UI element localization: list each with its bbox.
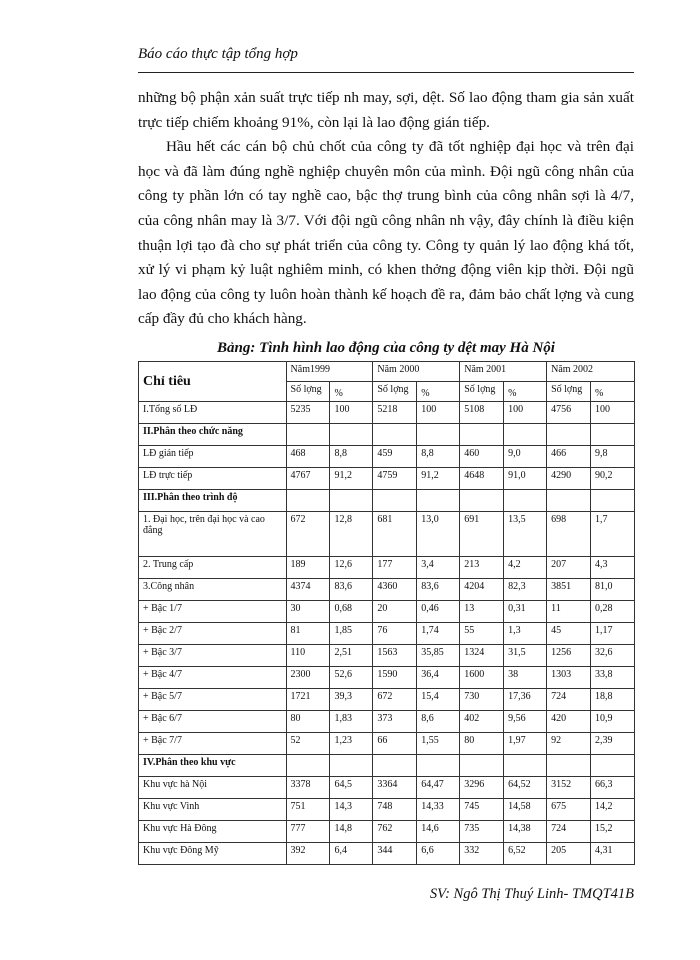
row-label: 1. Đại học, trên đại học và cao đẳng	[139, 512, 287, 557]
count-cell: 672	[286, 512, 330, 557]
row-label: + Bậc 1/7	[139, 601, 287, 623]
count-cell: 4767	[286, 468, 330, 490]
percent-cell: 9,8	[591, 446, 635, 468]
count-cell: 3296	[460, 777, 504, 799]
row-label: LĐ trực tiếp	[139, 468, 287, 490]
row-label: I.Tổng số LĐ	[139, 402, 287, 424]
percent-cell: 1,17	[591, 623, 635, 645]
table-row	[139, 821, 635, 843]
percent-cell: 1,23	[330, 733, 373, 755]
percent-cell	[591, 424, 635, 446]
percent-cell: 6,6	[417, 843, 460, 865]
count-cell: 698	[547, 512, 591, 557]
count-cell	[373, 424, 417, 446]
percent-cell: 100	[417, 402, 460, 424]
percent-cell: 1,83	[330, 711, 373, 733]
paragraph-1: những bộ phận xản suất trực tiếp nh may, sợi, dệt. Số lao động tham gia sản xuất trực tiếp chiếm khoảng 91%, còn lại là lao động gián tiếp.	[138, 89, 634, 131]
row-label: Khu vực Đông Mỹ	[139, 843, 287, 865]
corner-label: Chỉ tiêu	[139, 362, 287, 402]
row-label: + Bậc 3/7	[139, 645, 287, 667]
percent-cell: 2,51	[330, 645, 373, 667]
percent-cell: 1,7	[591, 512, 635, 557]
count-cell	[373, 490, 417, 512]
table-row	[139, 579, 635, 601]
section-label: II.Phân theo chức năng	[139, 424, 287, 446]
table-row	[139, 490, 635, 512]
count-cell: 5108	[460, 402, 504, 424]
percent-cell: 64,5	[330, 777, 373, 799]
year-header: Năm 2002	[547, 362, 635, 382]
percent-cell: 10,9	[591, 711, 635, 733]
count-cell: 735	[460, 821, 504, 843]
subheader-count: Số lợng	[286, 382, 330, 402]
percent-cell: 6,52	[504, 843, 547, 865]
percent-cell: 12,8	[330, 512, 373, 557]
count-cell	[373, 755, 417, 777]
percent-cell	[417, 755, 460, 777]
percent-cell: 91,0	[504, 468, 547, 490]
count-cell: 762	[373, 821, 417, 843]
percent-cell: 66,3	[591, 777, 635, 799]
percent-cell: 1,3	[504, 623, 547, 645]
percent-cell	[417, 490, 460, 512]
percent-cell: 15,2	[591, 821, 635, 843]
table-row	[139, 468, 635, 490]
count-cell: 110	[286, 645, 330, 667]
count-cell: 4759	[373, 468, 417, 490]
table-row	[139, 667, 635, 689]
count-cell: 724	[547, 821, 591, 843]
percent-cell: 90,2	[591, 468, 635, 490]
count-cell: 459	[373, 446, 417, 468]
subheader-percent: %	[504, 382, 547, 402]
count-cell: 213	[460, 557, 504, 579]
percent-cell: 100	[504, 402, 547, 424]
percent-cell: 9,56	[504, 711, 547, 733]
percent-cell: 39,3	[330, 689, 373, 711]
count-cell: 392	[286, 843, 330, 865]
count-cell: 76	[373, 623, 417, 645]
count-cell: 4204	[460, 579, 504, 601]
percent-cell: 18,8	[591, 689, 635, 711]
count-cell: 332	[460, 843, 504, 865]
count-cell	[547, 490, 591, 512]
count-cell: 1324	[460, 645, 504, 667]
percent-cell: 38	[504, 667, 547, 689]
percent-cell: 14,58	[504, 799, 547, 821]
count-cell: 344	[373, 843, 417, 865]
count-cell: 4374	[286, 579, 330, 601]
count-cell: 672	[373, 689, 417, 711]
row-label: Khu vực hà Nội	[139, 777, 287, 799]
labor-table	[138, 361, 635, 865]
table-row	[139, 512, 635, 557]
count-cell: 691	[460, 512, 504, 557]
count-cell: 55	[460, 623, 504, 645]
percent-cell: 1,74	[417, 623, 460, 645]
percent-cell: 8,8	[330, 446, 373, 468]
year-header: Năm1999	[286, 362, 373, 382]
count-cell: 373	[373, 711, 417, 733]
percent-cell: 4,2	[504, 557, 547, 579]
percent-cell: 14,6	[417, 821, 460, 843]
percent-cell: 31,5	[504, 645, 547, 667]
count-cell: 420	[547, 711, 591, 733]
percent-cell	[504, 490, 547, 512]
count-cell: 4360	[373, 579, 417, 601]
count-cell: 1256	[547, 645, 591, 667]
count-cell: 675	[547, 799, 591, 821]
body-text	[138, 86, 634, 332]
count-cell: 80	[286, 711, 330, 733]
percent-cell	[330, 755, 373, 777]
percent-cell	[591, 490, 635, 512]
percent-cell: 14,2	[591, 799, 635, 821]
count-cell: 45	[547, 623, 591, 645]
header-divider	[138, 72, 634, 73]
percent-cell	[504, 424, 547, 446]
percent-cell: 0,68	[330, 601, 373, 623]
percent-cell: 100	[591, 402, 635, 424]
count-cell: 3364	[373, 777, 417, 799]
section-label: III.Phân theo trình độ	[139, 490, 287, 512]
percent-cell: 4,31	[591, 843, 635, 865]
percent-cell: 8,8	[417, 446, 460, 468]
count-cell	[547, 424, 591, 446]
count-cell: 80	[460, 733, 504, 755]
footer-author: SV: Ngô Thị Thuý Linh- TMQT41B	[429, 886, 634, 902]
count-cell	[286, 424, 330, 446]
percent-cell: 1,97	[504, 733, 547, 755]
section-label: IV.Phân theo khu vực	[139, 755, 287, 777]
count-cell	[460, 424, 504, 446]
percent-cell: 14,8	[330, 821, 373, 843]
table-row	[139, 557, 635, 579]
table-row	[139, 689, 635, 711]
table-row	[139, 446, 635, 468]
count-cell: 11	[547, 601, 591, 623]
count-cell: 777	[286, 821, 330, 843]
percent-cell: 2,39	[591, 733, 635, 755]
count-cell: 3152	[547, 777, 591, 799]
percent-cell: 0,31	[504, 601, 547, 623]
table-row	[139, 424, 635, 446]
subheader-percent: %	[417, 382, 460, 402]
count-cell: 81	[286, 623, 330, 645]
count-cell: 5218	[373, 402, 417, 424]
count-cell: 730	[460, 689, 504, 711]
table-title: Bảng: Tình hình lao động của công ty dệt may Hà Nội	[217, 340, 555, 356]
percent-cell: 52,6	[330, 667, 373, 689]
percent-cell: 14,33	[417, 799, 460, 821]
percent-cell: 13,0	[417, 512, 460, 557]
percent-cell: 83,6	[417, 579, 460, 601]
row-label: Khu vực Vinh	[139, 799, 287, 821]
table-row	[139, 402, 635, 424]
percent-cell: 13,5	[504, 512, 547, 557]
percent-cell: 91,2	[330, 468, 373, 490]
row-label: 2. Trung cấp	[139, 557, 287, 579]
percent-cell: 14,38	[504, 821, 547, 843]
percent-cell: 8,6	[417, 711, 460, 733]
count-cell: 4290	[547, 468, 591, 490]
count-cell	[286, 490, 330, 512]
percent-cell: 91,2	[417, 468, 460, 490]
percent-cell: 100	[330, 402, 373, 424]
percent-cell: 14,3	[330, 799, 373, 821]
percent-cell: 0,46	[417, 601, 460, 623]
count-cell: 1721	[286, 689, 330, 711]
percent-cell: 0,28	[591, 601, 635, 623]
table-row	[139, 799, 635, 821]
percent-cell: 82,3	[504, 579, 547, 601]
percent-cell: 36,4	[417, 667, 460, 689]
table-row	[139, 755, 635, 777]
percent-cell	[591, 755, 635, 777]
count-cell: 2300	[286, 667, 330, 689]
count-cell: 751	[286, 799, 330, 821]
row-label: Khu vực Hà Đông	[139, 821, 287, 843]
row-label: 3.Công nhân	[139, 579, 287, 601]
percent-cell	[330, 490, 373, 512]
count-cell: 4648	[460, 468, 504, 490]
count-cell: 460	[460, 446, 504, 468]
count-cell: 724	[547, 689, 591, 711]
subheader-count: Số lợng	[373, 382, 417, 402]
count-cell	[460, 490, 504, 512]
percent-cell: 12,6	[330, 557, 373, 579]
percent-cell: 9,0	[504, 446, 547, 468]
count-cell	[547, 755, 591, 777]
percent-cell: 83,6	[330, 579, 373, 601]
percent-cell: 64,52	[504, 777, 547, 799]
count-cell: 92	[547, 733, 591, 755]
table-row	[139, 711, 635, 733]
subheader-percent: %	[591, 382, 635, 402]
table-row	[139, 733, 635, 755]
count-cell: 3378	[286, 777, 330, 799]
row-label: LĐ gián tiếp	[139, 446, 287, 468]
subheader-percent: %	[330, 382, 373, 402]
count-cell	[460, 755, 504, 777]
percent-cell: 17,36	[504, 689, 547, 711]
percent-cell	[330, 424, 373, 446]
count-cell: 748	[373, 799, 417, 821]
percent-cell: 4,3	[591, 557, 635, 579]
page-header: Báo cáo thực tập tổng hợp	[138, 46, 298, 62]
table-row	[139, 645, 635, 667]
percent-cell: 32,6	[591, 645, 635, 667]
count-cell: 177	[373, 557, 417, 579]
year-header: Năm 2000	[373, 362, 460, 382]
count-cell: 20	[373, 601, 417, 623]
count-cell: 466	[547, 446, 591, 468]
count-cell: 30	[286, 601, 330, 623]
count-cell: 681	[373, 512, 417, 557]
count-cell: 205	[547, 843, 591, 865]
count-cell: 52	[286, 733, 330, 755]
table-row	[139, 601, 635, 623]
year-header: Năm 2001	[460, 362, 547, 382]
count-cell: 13	[460, 601, 504, 623]
row-label: + Bậc 5/7	[139, 689, 287, 711]
subheader-count: Số lợng	[547, 382, 591, 402]
count-cell: 1563	[373, 645, 417, 667]
count-cell: 1600	[460, 667, 504, 689]
percent-cell: 33,8	[591, 667, 635, 689]
row-label: + Bậc 4/7	[139, 667, 287, 689]
count-cell: 1590	[373, 667, 417, 689]
count-cell: 5235	[286, 402, 330, 424]
percent-cell: 81,0	[591, 579, 635, 601]
table-row	[139, 777, 635, 799]
percent-cell	[504, 755, 547, 777]
percent-cell: 6,4	[330, 843, 373, 865]
percent-cell: 35,85	[417, 645, 460, 667]
count-cell	[286, 755, 330, 777]
count-cell: 1303	[547, 667, 591, 689]
count-cell: 402	[460, 711, 504, 733]
percent-cell: 3,4	[417, 557, 460, 579]
paragraph-2: Hầu hết các cán bộ chủ chốt của công ty đã tốt nghiệp đại học và trên đại học và đã làm đúng nghề nghiệp chuyên môn của mình. Đội ngũ công nhân của công ty phần lớn có tay nghề cao, bậc thợ trung bình của công nhân sợi là 4/7, của công nhân may là 3/7. Với đội ngũ công nhân nh vậy, đây chính là điều kiện thuận lợi tạo đà cho sự phát triển của công ty. Công ty quản lý lao động khá tốt, xử lý vi phạm kỷ luật nghiêm minh, có khen thởng động viên kịp thời. Đội ngũ lao động của công ty luôn hoàn thành kế hoạch đề ra, đảm bảo chất lợng và cung cấp đầy đủ cho khách hàng.	[138, 138, 634, 328]
percent-cell: 1,55	[417, 733, 460, 755]
count-cell: 4756	[547, 402, 591, 424]
count-cell: 189	[286, 557, 330, 579]
table-row	[139, 623, 635, 645]
percent-cell: 64,47	[417, 777, 460, 799]
percent-cell: 15,4	[417, 689, 460, 711]
count-cell: 66	[373, 733, 417, 755]
percent-cell	[417, 424, 460, 446]
count-cell: 207	[547, 557, 591, 579]
row-label: + Bậc 6/7	[139, 711, 287, 733]
subheader-count: Số lợng	[460, 382, 504, 402]
percent-cell: 1,85	[330, 623, 373, 645]
row-label: + Bậc 2/7	[139, 623, 287, 645]
count-cell: 468	[286, 446, 330, 468]
table-header-years	[139, 362, 635, 382]
table-row	[139, 843, 635, 865]
count-cell: 745	[460, 799, 504, 821]
count-cell: 3851	[547, 579, 591, 601]
row-label: + Bậc 7/7	[139, 733, 287, 755]
